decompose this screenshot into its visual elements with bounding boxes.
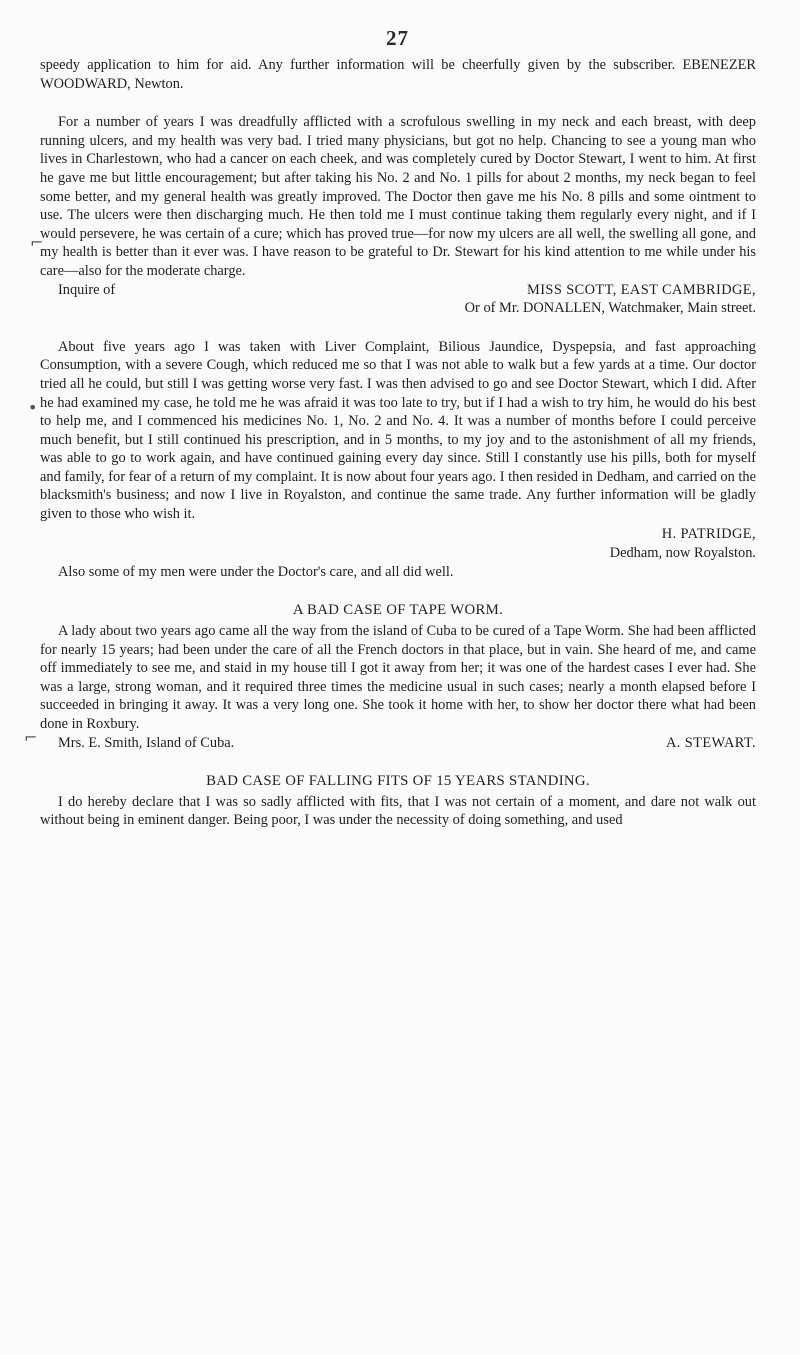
document-text-column: [40, 56, 756, 830]
patridge-location: Dedham, now Royalston.: [609, 545, 756, 562]
mrs-smith-credit: Mrs. E. Smith, Island of Cuba.: [58, 734, 235, 751]
patridge-signature: H. PATRIDGE,: [661, 525, 756, 542]
page-number: 27: [386, 26, 409, 50]
testimonial-scrofula-inquiry: [40, 281, 756, 300]
falling-fits-paragraph: I do hereby declare that I was so sadly afflicted with fits, that I was not certain of a moment, and dare not walk out without being in eminent danger. Being poor, I was under the necessity of doing something, and used: [40, 793, 756, 829]
section-spacer-4: [40, 752, 756, 772]
section-spacer-3: [40, 581, 756, 601]
testimonial-scrofula-paragraph: For a number of years I was dreadfully afflicted with a scrofulous swelling in my neck and each breast, with deep running ulcers, and my health was very bad. I tried many physicians, but got no help. Chancing to see a young man who lives in Charlestown, who had a cancer on each cheek, and was completely cured by Doctor Stewart, I went to him. At first he gave me but little encouragement; but after taking his No. 2 and No. 1 pills for about 2 months, my neck began to feel some better, and my general health was greatly improved. The Doctor then gave me his No. 8 pills and some ointment to use. The ulcers were then discharging much. He then told me I must continue taking them regularly every night, and if I would persevere, he was certain of a cure; which has proved true—for now my ulcers are all well, the swelling all gone, and my health is better than it ever was. I have reason to be grateful to Dr. Stewart for his kind attention to me while under his care—also for the moderate charge.: [40, 114, 756, 279]
left-margin-dot: •: [28, 398, 38, 417]
left-margin-mark: ⌐: [30, 233, 44, 252]
left-margin-bracket: ⌐: [24, 728, 38, 747]
falling-fits-heading: BAD CASE OF FALLING FITS OF 15 YEARS STANDING.: [206, 773, 590, 790]
testimonial-liver-complaint-postscript: Also some of my men were under the Doctor's care, and all did well.: [58, 563, 454, 580]
testimonial-liver-complaint-paragraph: About five years ago I was taken with Liver Complaint, Bilious Jaundice, Dyspepsia, and fast approaching Consumption, with a severe Cough, which reduced me so that I was not able to walk but a few yards at a time. Our doctor tried all he could, but still I was getting worse very fast. I was then advised to go and see Doctor Stewart, which I did. After he had examined my case, he told me he was afraid it was too late to try, but if I had a wish to try him, he would do his best to help me, and I commenced his medicines No. 1, No. 2 and No. 4. It was a number of months before I could perceive much benefit, but I still continued his prescription, and in 5 months, to my joy and to the astonishment of all my friends, was able to go to work again, and have continued gaining every day since. Still I constantly use his pills, both for myself and family, for fear of a return of my complaint. It is now about four years ago. I then resided in Dedham, and carried on the blacksmith's business; and now I live in Royalston, and continue the same trade. Any further information will be gladly given to those who wish it.: [40, 338, 756, 523]
donallen-reference: Or of Mr. DONALLEN, Watchmaker, Main street.: [464, 300, 756, 317]
tape-worm-credits: [40, 734, 756, 753]
section-spacer-1: [40, 93, 756, 113]
inquire-label: Inquire of: [58, 281, 116, 298]
tape-worm-paragraph: A lady about two years ago came all the way from the island of Cuba to be cured of a Tape Worm. She had been afflicted for nearly 15 years; had been under the care of all the French doctors in that place, but in vain. She heard of me, and came off immediately to see me, and staid in my house till I got it away from her; it was one of the hardest cases I ever had. She was a large, strong woman, and it required three times the medicine usual in such cases; nearly a month elapsed before I succeeded in bringing it away. It was a very long one. She took it home with her, to show her doctor there what had been done in Roxbury.: [40, 623, 756, 732]
a-stewart-signature: A. STEWART.: [665, 734, 756, 751]
miss-scott-reference: MISS SCOTT, EAST CAMBRIDGE,: [527, 281, 756, 298]
tape-worm-heading: A BAD CASE OF TAPE WORM.: [292, 602, 504, 619]
opening-continuation-paragraph: speedy application to him for aid. Any further information will be cheerfully given by the subscriber. EBENEZER WOODWARD, Newton.: [40, 57, 756, 92]
section-spacer-2: [40, 318, 756, 338]
